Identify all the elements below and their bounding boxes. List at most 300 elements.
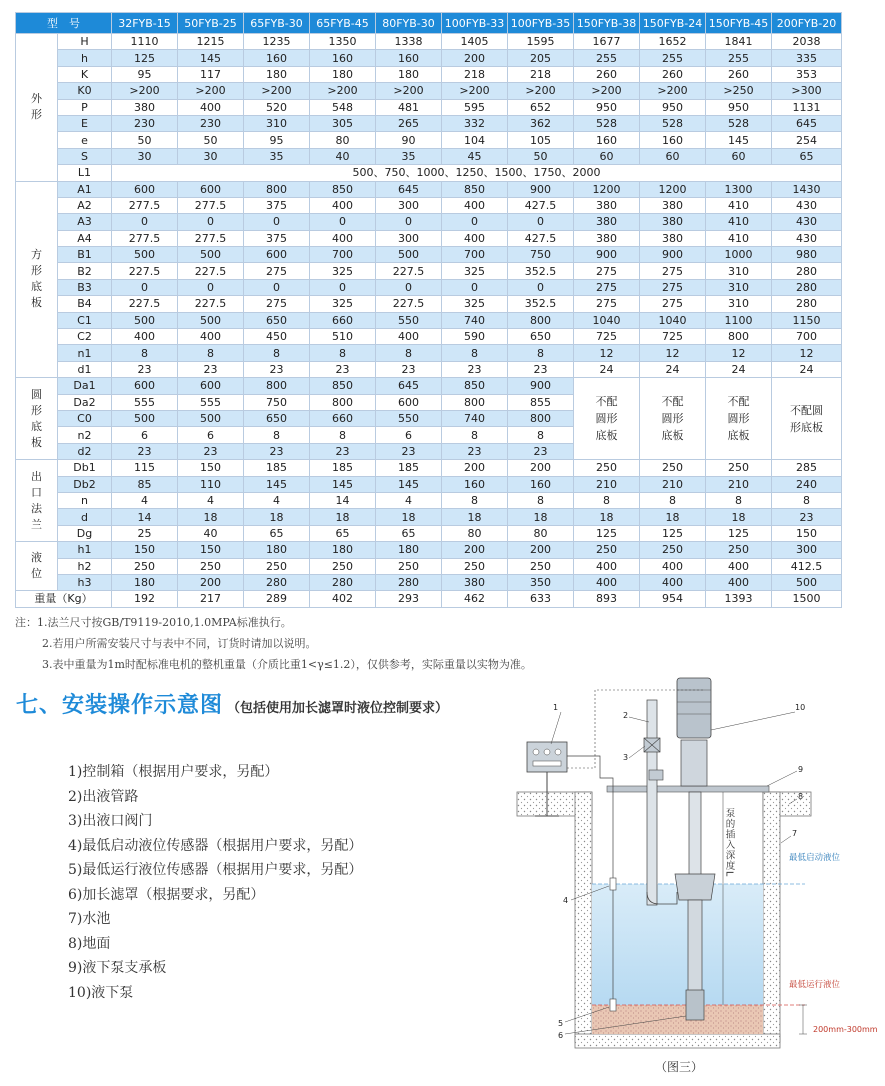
table-cell: 400 [706, 558, 772, 574]
table-cell: 180 [376, 542, 442, 558]
table-cell: 0 [112, 214, 178, 230]
table-cell: 277.5 [178, 197, 244, 213]
table-cell: 35 [376, 148, 442, 164]
table-cell: 200 [178, 574, 244, 590]
row-label: Db2 [58, 476, 112, 492]
table-cell: 353 [772, 66, 842, 82]
table-cell: 1235 [244, 34, 310, 50]
table-cell: 650 [244, 410, 310, 426]
section-subtitle: （包括使用加长滤罩时液位控制要求） [227, 701, 449, 716]
table-cell: 90 [376, 132, 442, 148]
table-cell: 0 [442, 279, 508, 295]
table-cell: 8 [178, 345, 244, 361]
table-cell: 24 [772, 361, 842, 377]
table-cell: 500 [178, 410, 244, 426]
table-cell: 23 [244, 443, 310, 459]
table-cell: 8 [640, 492, 706, 508]
table-cell: 23 [376, 443, 442, 459]
table-cell: 4 [178, 492, 244, 508]
table-cell: 500 [376, 247, 442, 263]
table-cell: 950 [706, 99, 772, 115]
table-cell: 375 [244, 197, 310, 213]
header-model: 150FYB-45 [706, 13, 772, 34]
callout-2: 2 [623, 711, 629, 720]
table-cell: 550 [376, 410, 442, 426]
table-cell: 954 [640, 591, 706, 607]
header-model: 200FYB-20 [772, 13, 842, 34]
table-cell: 180 [376, 66, 442, 82]
run-level-sensor [610, 999, 616, 1011]
row-label: Db1 [58, 460, 112, 476]
legend-item: 10)液下泵 [68, 984, 134, 1001]
table-row [16, 66, 842, 82]
table-cell: 400 [376, 329, 442, 345]
table-cell: 645 [376, 378, 442, 394]
no-round-base-cell: 不配圆形底板 [772, 378, 842, 460]
table-cell: 0 [244, 279, 310, 295]
table-cell: 18 [178, 509, 244, 525]
table-cell: 400 [574, 574, 640, 590]
table-cell: 8 [772, 492, 842, 508]
table-cell: 0 [310, 279, 376, 295]
table-cell: 1150 [772, 312, 842, 328]
table-cell: 800 [310, 394, 376, 410]
table-cell: 145 [310, 476, 376, 492]
row-label: H [58, 34, 112, 50]
table-cell: 60 [706, 148, 772, 164]
row-label: B4 [58, 296, 112, 312]
table-cell: 1430 [772, 181, 842, 197]
table-cell: 8 [508, 427, 574, 443]
table-cell: 227.5 [112, 263, 178, 279]
table-cell: 8 [508, 345, 574, 361]
table-cell: 18 [376, 509, 442, 525]
table-cell: 180 [244, 542, 310, 558]
table-cell: 160 [574, 132, 640, 148]
table-cell: 400 [310, 197, 376, 213]
table-cell: 1040 [640, 312, 706, 328]
legend-item: 6)加长滤罩（根据要求，另配） [68, 886, 265, 903]
table-row [16, 329, 842, 345]
table-row [16, 476, 842, 492]
table-cell: 18 [706, 509, 772, 525]
table-cell: 110 [178, 476, 244, 492]
table-cell: 1200 [640, 181, 706, 197]
table-cell: 400 [310, 230, 376, 246]
table-cell: 6 [376, 427, 442, 443]
section-heading [16, 688, 448, 719]
table-cell: 6 [178, 427, 244, 443]
table-cell: 217 [178, 591, 244, 607]
table-cell: 277.5 [112, 197, 178, 213]
row-label: P [58, 99, 112, 115]
table-cell: 35 [244, 148, 310, 164]
weight-row [16, 591, 842, 607]
table-cell: 255 [706, 50, 772, 66]
table-cell: 0 [442, 214, 508, 230]
table-cell: 850 [442, 181, 508, 197]
table-row [16, 542, 842, 558]
table-cell: 310 [706, 296, 772, 312]
no-round-base-cell: 不配圆形底板 [640, 378, 706, 460]
table-cell: 1300 [706, 181, 772, 197]
table-cell: 1841 [706, 34, 772, 50]
section-title: 七、安装操作示意图 [16, 693, 224, 718]
table-cell: 185 [244, 460, 310, 476]
table-cell: 125 [574, 525, 640, 541]
table-cell: 400 [640, 558, 706, 574]
table-row [16, 214, 842, 230]
table-cell: 500 [112, 247, 178, 263]
notes [15, 612, 532, 675]
callout-6: 6 [558, 1031, 564, 1040]
table-header [16, 13, 842, 34]
group-label: 液位 [16, 542, 58, 591]
table-cell: 24 [640, 361, 706, 377]
table-cell: 555 [112, 394, 178, 410]
table-cell: 400 [178, 329, 244, 345]
table-cell: 8 [376, 345, 442, 361]
table-cell: 380 [574, 197, 640, 213]
table-cell: 410 [706, 197, 772, 213]
table-cell: 725 [640, 329, 706, 345]
table-cell: 300 [376, 230, 442, 246]
table-cell: 275 [574, 296, 640, 312]
row-label: Da1 [58, 378, 112, 394]
table-cell: 18 [574, 509, 640, 525]
row-label: n [58, 492, 112, 508]
row-label: n2 [58, 427, 112, 443]
table-cell: 1215 [178, 34, 244, 50]
callout-10: 10 [795, 703, 806, 712]
legend-list [68, 760, 362, 1005]
table-cell: 850 [310, 378, 376, 394]
table-cell: >200 [574, 83, 640, 99]
table-cell: 0 [178, 279, 244, 295]
table-cell: 1000 [706, 247, 772, 263]
table-cell: 23 [310, 361, 376, 377]
table-cell: 1338 [376, 34, 442, 50]
table-cell: 310 [706, 263, 772, 279]
table-cell: 410 [706, 230, 772, 246]
row-label: L1 [58, 165, 112, 181]
table-cell: 227.5 [376, 296, 442, 312]
table-cell: 280 [310, 574, 376, 590]
table-cell: 800 [244, 378, 310, 394]
table-cell: 2038 [772, 34, 842, 50]
table-cell: 150 [178, 542, 244, 558]
table-cell: 250 [376, 558, 442, 574]
table-cell: 400 [112, 329, 178, 345]
table-cell: 600 [112, 378, 178, 394]
table-cell: 18 [244, 509, 310, 525]
table-cell: 254 [772, 132, 842, 148]
callout-3: 3 [623, 753, 629, 762]
table-cell: 200 [508, 542, 574, 558]
table-cell: 40 [178, 525, 244, 541]
table-cell: 510 [310, 329, 376, 345]
table-row [16, 148, 842, 164]
table-cell: 227.5 [376, 263, 442, 279]
table-cell: 23 [442, 361, 508, 377]
header-model: 65FYB-45 [310, 13, 376, 34]
table-cell: 40 [310, 148, 376, 164]
table-cell: 800 [706, 329, 772, 345]
table-cell: 210 [640, 476, 706, 492]
tank-floor [575, 1034, 780, 1048]
table-cell: 145 [178, 50, 244, 66]
table-cell: 400 [706, 574, 772, 590]
table-cell: 300 [376, 197, 442, 213]
group-label: 圆形底板 [16, 378, 58, 460]
table-cell: 652 [508, 99, 574, 115]
outlet-pipe [647, 700, 657, 905]
table-cell: 380 [574, 214, 640, 230]
group-label: 方形底板 [16, 181, 58, 378]
table-cell: 230 [112, 115, 178, 131]
table-cell: 145 [706, 132, 772, 148]
table-cell: 325 [310, 296, 376, 312]
table-row [16, 492, 842, 508]
table-cell: 180 [244, 66, 310, 82]
table-cell: 160 [508, 476, 574, 492]
table-cell: >300 [772, 83, 842, 99]
table-cell: 280 [244, 574, 310, 590]
legend-item: 3)出液口阀门 [68, 813, 153, 829]
table-cell: 595 [442, 99, 508, 115]
table-cell: >200 [310, 83, 376, 99]
table-cell: 60 [640, 148, 706, 164]
table-cell: 180 [310, 542, 376, 558]
callout-4: 4 [563, 896, 569, 905]
table-cell: 24 [574, 361, 640, 377]
table-cell: 1405 [442, 34, 508, 50]
table-cell: 293 [376, 591, 442, 607]
table-cell: 275 [574, 279, 640, 295]
table-cell: 289 [244, 591, 310, 607]
table-cell: 227.5 [178, 263, 244, 279]
table-cell: 280 [772, 279, 842, 295]
table-cell: 275 [640, 296, 706, 312]
table-cell: 205 [508, 50, 574, 66]
row-label: h3 [58, 574, 112, 590]
table-cell: >200 [178, 83, 244, 99]
table-cell: 481 [376, 99, 442, 115]
callout-5: 5 [558, 1019, 564, 1028]
header-model: 80FYB-30 [376, 13, 442, 34]
table-cell: 23 [442, 443, 508, 459]
table-cell: 900 [508, 181, 574, 197]
table-cell: 200 [508, 460, 574, 476]
table-cell: 23 [508, 361, 574, 377]
table-cell: 275 [244, 296, 310, 312]
row-label: h2 [58, 558, 112, 574]
table-cell: 590 [442, 329, 508, 345]
table-cell: >200 [508, 83, 574, 99]
table-cell: 700 [772, 329, 842, 345]
callout-9: 9 [798, 765, 804, 774]
table-cell: 200 [442, 50, 508, 66]
table-cell: 1595 [508, 34, 574, 50]
table-cell: 125 [112, 50, 178, 66]
table-cell: 550 [376, 312, 442, 328]
legend-item: 7)水池 [68, 911, 111, 927]
row-label: B2 [58, 263, 112, 279]
table-cell: 8 [706, 492, 772, 508]
table-cell: 700 [310, 247, 376, 263]
table-cell: 600 [112, 181, 178, 197]
table-cell: 150 [112, 542, 178, 558]
table-cell: 380 [640, 197, 706, 213]
table-cell: 555 [178, 394, 244, 410]
table-cell: 600 [244, 247, 310, 263]
table-cell: 250 [112, 558, 178, 574]
table-cell: 30 [112, 148, 178, 164]
table-cell: 528 [706, 115, 772, 131]
table-cell: 30 [178, 148, 244, 164]
table-cell: 600 [178, 181, 244, 197]
table-cell: 65 [376, 525, 442, 541]
table-cell: 500 [772, 574, 842, 590]
table-cell: 210 [706, 476, 772, 492]
table-cell: >200 [376, 83, 442, 99]
row-label: K [58, 66, 112, 82]
row-label: A3 [58, 214, 112, 230]
depth-label: 泵的插入深度L [723, 808, 735, 878]
table-cell: 23 [112, 361, 178, 377]
table-cell: 1652 [640, 34, 706, 50]
row-label: n1 [58, 345, 112, 361]
header-model-label: 型 号 [16, 13, 112, 34]
table-cell: 430 [772, 230, 842, 246]
row-label: A2 [58, 197, 112, 213]
table-cell: 14 [112, 509, 178, 525]
row-label: A4 [58, 230, 112, 246]
header-model: 65FYB-30 [244, 13, 310, 34]
table-cell: 160 [310, 50, 376, 66]
row-label: K0 [58, 83, 112, 99]
legend-item: 9)液下泵支承板 [68, 960, 167, 976]
table-cell: 0 [508, 279, 574, 295]
table-cell: 4 [244, 492, 310, 508]
table-cell: 430 [772, 197, 842, 213]
table-cell: 352.5 [508, 263, 574, 279]
header-model: 50FYB-25 [178, 13, 244, 34]
table-cell: 14 [310, 492, 376, 508]
table-cell: 23 [772, 509, 842, 525]
table-cell: 85 [112, 476, 178, 492]
table-cell: 18 [310, 509, 376, 525]
table-cell: 50 [178, 132, 244, 148]
table-cell: 227.5 [178, 296, 244, 312]
table-cell: 23 [178, 443, 244, 459]
table-cell: 280 [376, 574, 442, 590]
table-cell: 185 [376, 460, 442, 476]
table-cell: 500、750、1000、1250、1500、1750、2000 [112, 165, 842, 181]
table-cell: 250 [706, 460, 772, 476]
table-cell: 332 [442, 115, 508, 131]
table-row [16, 132, 842, 148]
row-label: E [58, 115, 112, 131]
table-cell: 8 [244, 345, 310, 361]
table-cell: 250 [574, 542, 640, 558]
table-cell: 400 [442, 230, 508, 246]
row-label: A1 [58, 181, 112, 197]
table-cell: 105 [508, 132, 574, 148]
callout-1: 1 [553, 703, 559, 712]
table-cell: 0 [508, 214, 574, 230]
table-cell: 145 [376, 476, 442, 492]
no-round-base-cell: 不配圆形底板 [574, 378, 640, 460]
table-cell: 1100 [706, 312, 772, 328]
table-cell: 255 [574, 50, 640, 66]
row-label: B3 [58, 279, 112, 295]
table-cell: 800 [442, 394, 508, 410]
table-cell: 900 [508, 378, 574, 394]
table-cell: 8 [310, 427, 376, 443]
table-row [16, 361, 842, 377]
table-cell: 850 [310, 181, 376, 197]
table-cell: 8 [442, 427, 508, 443]
table-row [16, 460, 842, 476]
table-cell: 310 [706, 279, 772, 295]
table-cell: 380 [640, 230, 706, 246]
table-cell: 18 [508, 509, 574, 525]
pump-motor [677, 678, 711, 738]
legend-item: 1)控制箱（根据用户要求，另配） [68, 764, 279, 780]
table-cell: 80 [442, 525, 508, 541]
table-cell: 427.5 [508, 197, 574, 213]
table-row [16, 279, 842, 295]
table-cell: 80 [508, 525, 574, 541]
note-3: 3.表中重量为1m时配标准电机的整机重量（介质比重1<γ≤1.2），仅供参考，实际重量以实物为准。 [42, 658, 532, 671]
table-cell: 528 [640, 115, 706, 131]
table-row [16, 525, 842, 541]
table-cell: 950 [574, 99, 640, 115]
table-cell: 1500 [772, 591, 842, 607]
table-row [16, 165, 842, 181]
table-row [16, 574, 842, 590]
table-cell: 250 [178, 558, 244, 574]
table-row [16, 345, 842, 361]
table-cell: 410 [706, 214, 772, 230]
row-label: h1 [58, 542, 112, 558]
table-cell: 277.5 [178, 230, 244, 246]
table-cell: 25 [112, 525, 178, 541]
table-cell: 900 [640, 247, 706, 263]
table-cell: 95 [112, 66, 178, 82]
legend-item: 8)地面 [68, 935, 111, 952]
range-label: 200mm-300mm [813, 1025, 878, 1034]
table-cell: 402 [310, 591, 376, 607]
table-cell: 250 [574, 460, 640, 476]
table-cell: 23 [244, 361, 310, 377]
table-cell: 400 [640, 574, 706, 590]
table-cell: 275 [574, 263, 640, 279]
table-cell: 250 [244, 558, 310, 574]
silt-layer [592, 1005, 763, 1034]
table-cell: 893 [574, 591, 640, 607]
table-cell: 600 [376, 394, 442, 410]
table-cell: >200 [112, 83, 178, 99]
table-cell: 23 [508, 443, 574, 459]
table-cell: 285 [772, 460, 842, 476]
table-cell: 0 [112, 279, 178, 295]
table-cell: 23 [310, 443, 376, 459]
table-cell: 125 [640, 525, 706, 541]
table-cell: 645 [376, 181, 442, 197]
table-cell: 548 [310, 99, 376, 115]
